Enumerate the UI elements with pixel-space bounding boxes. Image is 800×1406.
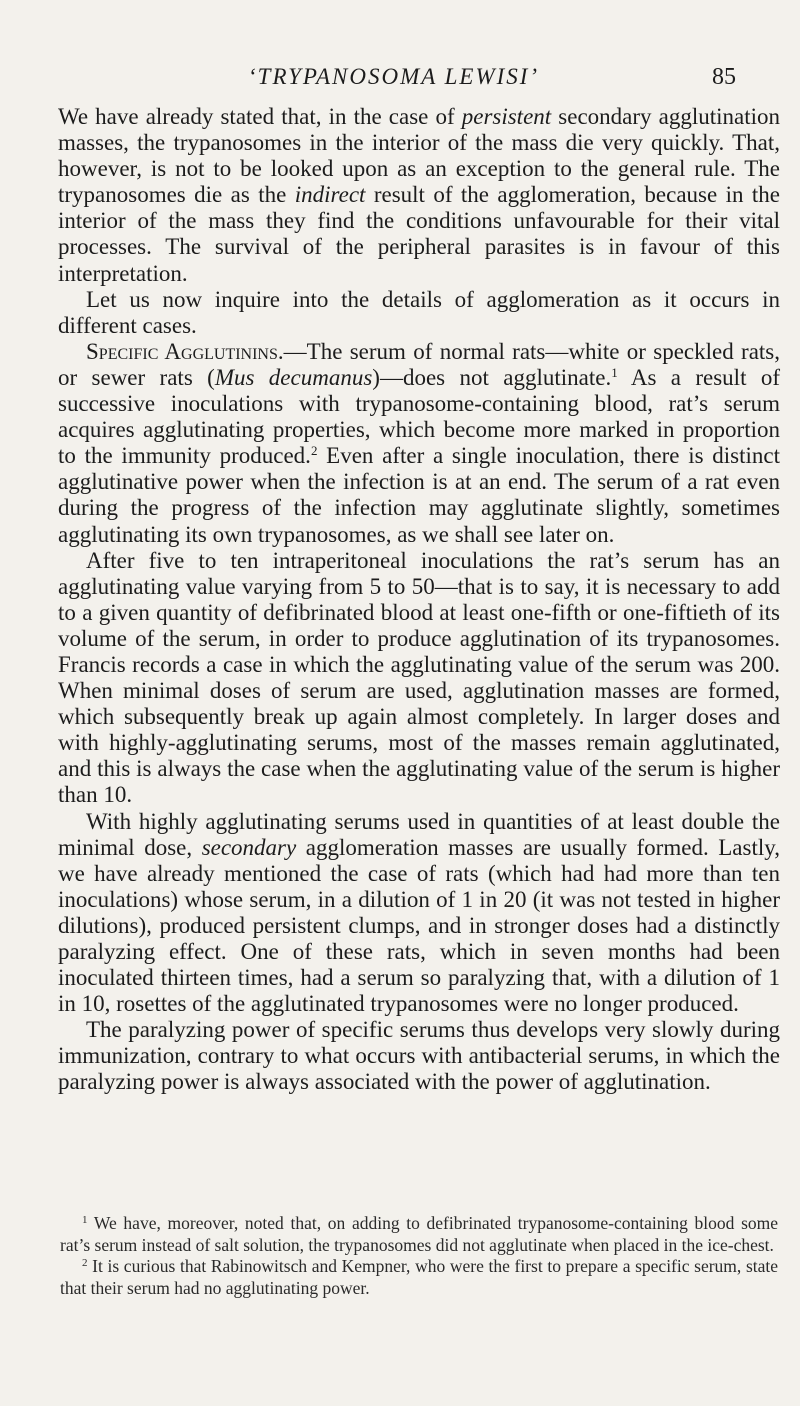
paragraph-persistent-masses: We have already stated that, in the case of persistent secondary agglutination masses, the trypanosomes in the interior of the mass die very quickly. That, however, is not to be looked upon as an exception to the general rule. The trypanosomes die as the indirect result of the agglomeration, because in the interior of the mass they find the conditions unfavourable for their vital processes. The survival of the peripheral parasites is in favour of this interpretation.	[58, 104, 781, 286]
paragraph-highly-agglutinating-serums: With highly agglutinating serums used in quantities of at least double the minimal dose, secondary agglomeration masses are usually formed. Lastly, we have already mentioned the case of rats (which had had more than ten inoculations) whose serum, in a dilution of 1 in 20 (it was not tested in higher dilutions), produced persistent clumps, and in stronger doses had a distinctly paralyzing effect. One of these rats, which in seven months had been inoculated thirteen times, had a serum so paralyzing that, with a dilution of 1 in 10, rosettes of the agglutinated trypanosomes were no longer produced.	[58, 808, 780, 1017]
paragraph-inquiry: Let us now inquire into the details of agglomeration as it occurs in different cases.	[58, 286, 780, 338]
footnote-2: $^2$ It is curious that Rabinowitsch and Kempner, who were the first to prepare a specific serum, state that their serum had no agglutinating power.	[60, 1256, 779, 1298]
footnote-1: $^1$ We have, moreover, noted that, on adding to defibrinated trypanosome-containing blood some rat’s serum instead of salt solution, the trypanosomes did not agglutinate when placed in the ice-chest.	[60, 1213, 779, 1255]
page-number: 85	[712, 64, 736, 90]
footnotes	[60, 1213, 778, 1299]
section-heading-specific-agglutinins: Specific Agglutinins.	[86, 338, 284, 364]
footnote-ref-2[interactable]: 2	[310, 443, 318, 459]
paragraph-specific-agglutinins: Specific Agglutinins.—The serum of normal rats—white or speckled rats, or sewer rats (Mus decumanus)—does not agglutinate.$^1$ As a result of successive inoculations with trypanosome-containing blood, rat’s serum acquires agglutinating properties, which become more marked in proportion to the immunity produced.$^2$ Even after a single inoculation, there is distinct agglutinative power when the infection is at an end. The serum of a rat even during the progress of the infection may agglutinate slightly, sometimes agglutinating its own trypanosomes, as we shall see later on.	[58, 338, 781, 547]
body-text	[58, 104, 780, 1096]
paragraph-intraperitoneal-inoculations: After five to ten intraperitoneal inoculations the rat’s serum has an agglutinating value varying from 5 to 50—that is to say, it is necessary to add to a given quantity of defibrinated blood at least one-fifth or one-fiftieth of its volume of the serum, in order to produce agglutination of its trypanosomes. Francis records a case in which the agglutinating value of the serum was 200. When minimal doses of serum are used, agglutination masses are formed, which subsequently break up again almost completely. In larger doses and with highly-agglutinating serums, most of the masses remain agglutinated, and this is always the case when the agglutinating value of the serum is higher than 10.	[58, 547, 780, 808]
running-header: ‘TRYPANOSOMA LEWISI’	[248, 64, 540, 89]
paragraph-paralyzing-power: The paralyzing power of specific serums thus develops very slowly during immunization, contrary to what occurs with antibacterial serums, in which the paralyzing power is always associated with the power of agglutination.	[58, 1017, 780, 1095]
footnote-ref-1[interactable]: 1	[611, 364, 618, 380]
